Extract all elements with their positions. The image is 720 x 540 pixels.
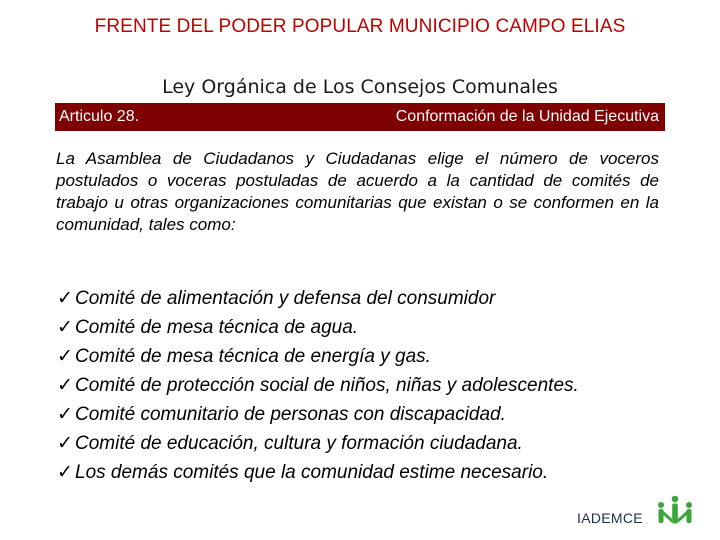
checkmark-icon: ✓	[57, 346, 73, 367]
list-item	[57, 400, 697, 429]
list-item-text: Comité de educación, cultura y formación ciudadana.	[75, 433, 523, 454]
list-item-text: Los demás comités que la comunidad estime necesario.	[75, 462, 549, 483]
checkmark-icon: ✓	[57, 288, 73, 309]
checkmark-icon: ✓	[57, 375, 73, 396]
article-number: Articulo 28.	[59, 108, 140, 125]
page-header-title: FRENTE DEL PODER POPULAR MUNICIPIO CAMPO ELIAS	[94, 16, 626, 37]
checkmark-icon: ✓	[57, 462, 73, 483]
article-band	[55, 103, 665, 131]
list-item-text: Comité de protección social de niños, niñas y adolescentes.	[75, 375, 579, 396]
checkmark-icon: ✓	[57, 317, 73, 338]
list-item-text: Comité de mesa técnica de energía y gas.	[75, 346, 431, 367]
list-item	[57, 429, 697, 458]
article-heading: Conformación de la Unidad Ejecutiva	[395, 108, 659, 125]
people-group-logo-icon	[655, 495, 695, 529]
list-item-text: Comité de mesa técnica de agua.	[75, 317, 359, 338]
checkmark-icon: ✓	[57, 433, 73, 454]
list-item	[57, 342, 697, 371]
law-subtitle: Ley Orgánica de Los Consejos Comunales	[162, 76, 558, 98]
list-item	[57, 371, 697, 400]
list-item	[57, 313, 697, 342]
list-item-text: Comité comunitario de personas con discapacidad.	[75, 404, 506, 425]
checkmark-icon: ✓	[57, 404, 73, 425]
list-item-text: Comité de alimentación y defensa del consumidor	[75, 288, 496, 309]
committee-list	[57, 284, 697, 487]
list-item	[57, 284, 697, 313]
brand-name: IADEMCE	[577, 510, 643, 526]
article-paragraph: La Asamblea de Ciudadanos y Ciudadanas elige el número de voceros postulados o voceras postuladas de acuerdo a la cantidad de comités de trabajo u otras organizaciones comunitarias que existan o se conformen en la comunidad, tales como:	[56, 149, 659, 234]
list-item	[57, 458, 697, 487]
